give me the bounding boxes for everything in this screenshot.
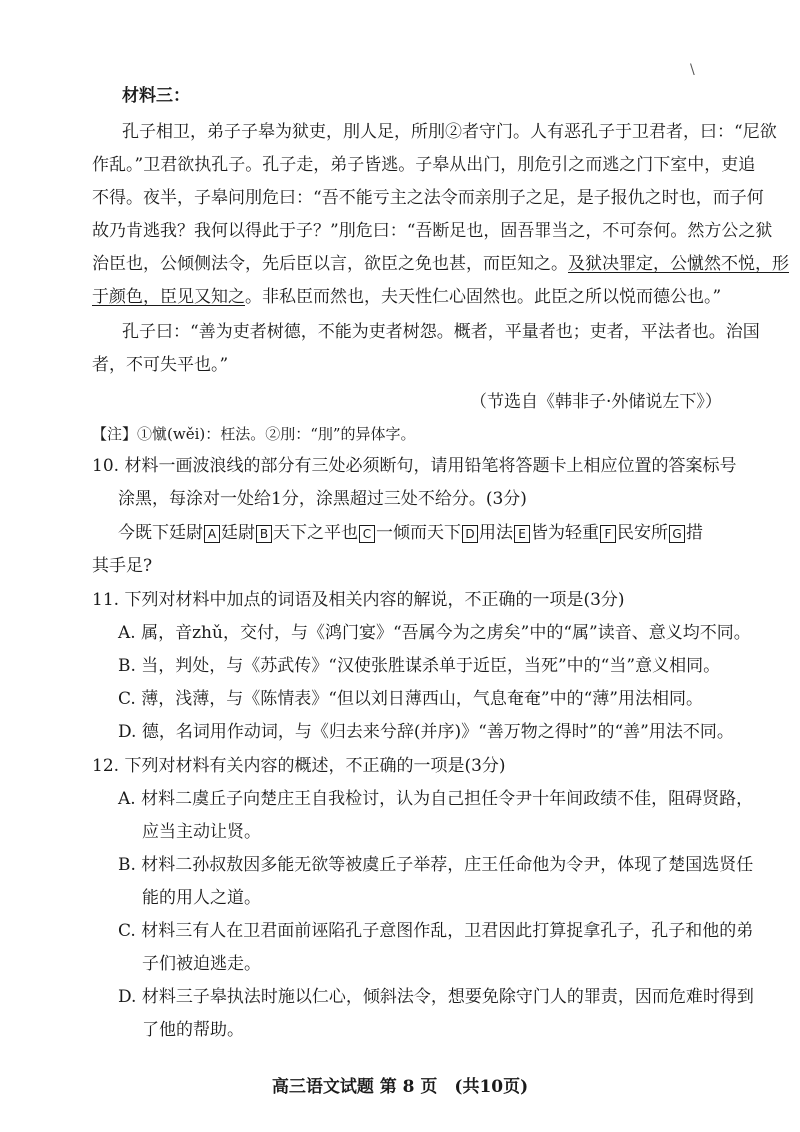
material3-line-5-text: 治臣也，公倾侧法令，先后臣以言，欲臣之免也甚，而臣知之。 bbox=[92, 254, 568, 274]
q12-option-C-line-1: C. 材料三有人在卫君面前诬陷孔子意图作乱，卫君因此打算捉拿孔子，孔子和他的弟 bbox=[118, 921, 754, 941]
scan-mark: \ bbox=[690, 62, 695, 78]
q11-option-C: C. 薄，浅薄，与《陈情表》“但以刘日薄西山，气息奄奄”中的“薄”用法相同。 bbox=[118, 689, 703, 709]
material3-title: 材料三： bbox=[122, 86, 190, 106]
q10-segment-3: 一倾而天下 bbox=[376, 523, 461, 543]
q11-option-B: B. 当，判处，与《苏武传》“汉使张胜谋杀单于近臣，当死”中的“当”意义相同。 bbox=[118, 656, 721, 676]
material3-line-3: 不得。夜半，子皋问刖危曰：“吾不能亏主之法令而亲刖子之足，是子报仇之时也，而子何 bbox=[92, 188, 764, 208]
q10-stem-line-1: 10. 材料一画波浪线的部分有三处必须断句，请用铅笔将答题卡上相应位置的答案标号 bbox=[92, 456, 737, 476]
q10-option-B[interactable]: B bbox=[256, 525, 272, 543]
q10-segment-2: 天下之平也 bbox=[273, 523, 358, 543]
q12-option-B-line-1: B. 材料二孙叔敖因多能无欲等被虞丘子举荐，庄王任命他为令尹，体现了楚国选贤任 bbox=[118, 855, 754, 875]
material3-line-1: 孔子相卫，弟子子皋为狱吏，刖人足，所刖②者守门。人有恶孔子于卫君者，曰：“尼欲 bbox=[122, 122, 777, 142]
underlined-sentence-part-1: 及狱决罪定，公憱然不悦，形 bbox=[568, 254, 789, 274]
q12-stem: 12. 下列对材料有关内容的概述，不正确的一项是(3分) bbox=[92, 756, 506, 776]
q10-segment-1: 廷尉 bbox=[221, 523, 255, 543]
q12-option-D-line-1: D. 材料三子皋执法时施以仁心，倾斜法令，想要免除守门人的罪责，因而危难时得到 bbox=[118, 987, 754, 1007]
q11-option-A: A. 属，音zhǔ，交付，与《鸿门宴》“吾属今为之虏矣”中的“属”读音、意义均不同。 bbox=[118, 623, 751, 643]
page-footer: 高三语文试题 第 8 页 (共10页) bbox=[271, 1077, 529, 1097]
annotation-note: 【注】①憱(wěi)：枉法。②刖：“刖”的异体字。 bbox=[92, 425, 416, 443]
material3-line-8: 者，不可失平也。” bbox=[92, 355, 229, 375]
q10-segment-0: 今既下廷尉 bbox=[118, 523, 203, 543]
q10-option-E[interactable]: E bbox=[514, 525, 530, 543]
q10-option-F[interactable]: F bbox=[600, 525, 616, 543]
underlined-sentence-part-2: 于颜色，臣见又知之 bbox=[92, 287, 245, 307]
material3-line-6 bbox=[92, 287, 721, 307]
source-citation: （节选自《韩非子·外储说左下》） bbox=[470, 392, 722, 412]
q12-option-A-line-2: 应当主动让贤。 bbox=[142, 822, 261, 842]
material3-line-6-text: 。非私臣而然也，夫天性仁心固然也。此臣之所以悦而德公也。” bbox=[245, 287, 722, 307]
q11-option-D: D. 德，名词用作动词，与《归去来兮辞(并序)》“善万物之得时”的“善”用法不同。 bbox=[118, 722, 734, 742]
q12-option-C-line-2: 子们被迫逃走。 bbox=[142, 954, 261, 974]
q10-segment-6: 民安所 bbox=[617, 523, 668, 543]
q10-option-D[interactable]: D bbox=[462, 525, 478, 543]
q10-option-A[interactable]: A bbox=[204, 525, 220, 543]
q10-segment-5: 皆为轻重 bbox=[531, 523, 599, 543]
q10-passage bbox=[118, 523, 703, 543]
q12-option-A-line-1: A. 材料二虞丘子向楚庄王自我检讨，认为自己担任令尹十年间政绩不佳，阻碍贤路， bbox=[118, 789, 754, 809]
material3-line-2: 作乱。”卫君欲执孔子。孔子走，弟子皆逃。子皋从出门，刖危引之而逃之门下室中，吏追 bbox=[92, 155, 756, 175]
q11-stem: 11. 下列对材料中加点的词语及相关内容的解说，不正确的一项是(3分) bbox=[92, 590, 625, 610]
material3-line-7: 孔子曰：“善为吏者树德，不能为吏者树怨。概者，平量者也；吏者，平法者也。治国 bbox=[122, 322, 760, 342]
q12-option-D-line-2: 了他的帮助。 bbox=[142, 1020, 244, 1040]
material3-line-5 bbox=[92, 254, 789, 274]
q10-option-C[interactable]: C bbox=[359, 525, 375, 543]
q10-segment-7: 措 bbox=[686, 523, 703, 543]
q10-segment-4: 用法 bbox=[479, 523, 513, 543]
q12-option-B-line-2: 能的用人之道。 bbox=[142, 888, 261, 908]
q10-option-G[interactable]: G bbox=[669, 525, 685, 543]
q10-passage-line-2: 其手足? bbox=[92, 556, 153, 576]
q10-stem-line-2: 涂黑，每涂对一处给1分，涂黑超过三处不给分。(3分) bbox=[118, 489, 527, 509]
material3-line-4: 故乃肯逃我？我何以得此于子？”刖危曰：“吾断足也，固吾罪当之，不可奈何。然方公之狱 bbox=[92, 221, 773, 241]
